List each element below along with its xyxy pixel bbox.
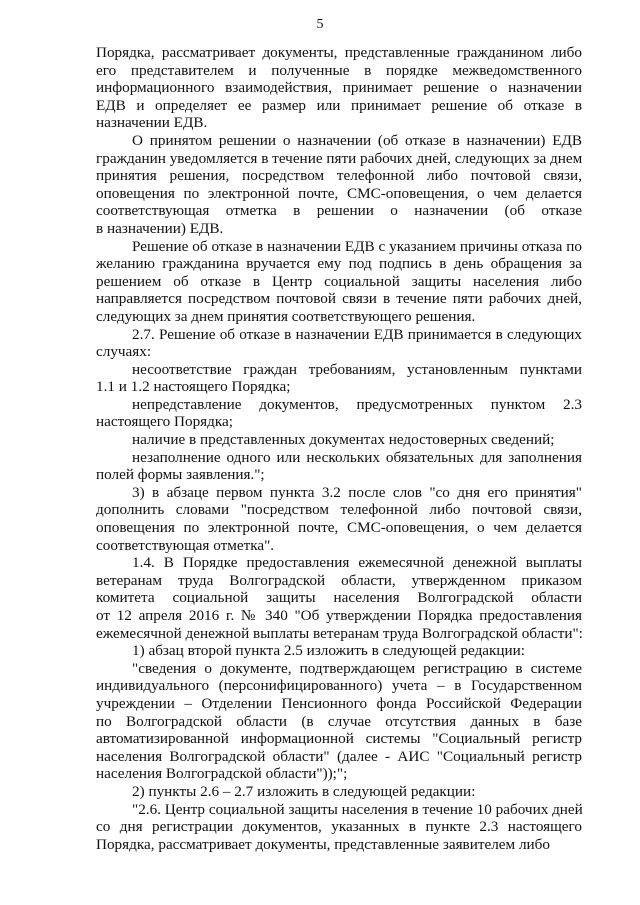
text-line: 2.7. Решение об отказе в назначении ЕДВ принимается в следующих bbox=[132, 325, 582, 343]
text-line: ветеранам труда Волгоградской области, утвержденном приказом bbox=[96, 571, 582, 589]
text-line: назначении ЕДВ. bbox=[96, 114, 208, 132]
paragraph bbox=[96, 361, 582, 396]
text-line: направляется посредством почтовой связи в течение пяти рабочих дней, bbox=[96, 290, 582, 308]
text-line: оповещения по электронной почте, СМС-оповещения, о чем делается bbox=[96, 184, 582, 202]
text-line: непредставление документов, предусмотренных пунктом 2.3 bbox=[132, 395, 582, 413]
text-line: настоящего Порядка; bbox=[96, 413, 233, 431]
text-line: от 12 апреля 2016 г. № 340 "Об утверждении Порядка предоставления bbox=[96, 607, 582, 624]
text-line: решением об отказе в Центр социальной защиты населения либо bbox=[96, 272, 582, 290]
text-line: оповещения по электронной почте, СМС-оповещения, о чем делается bbox=[96, 519, 582, 537]
paragraph bbox=[96, 326, 582, 361]
paragraph bbox=[96, 642, 582, 660]
paragraph bbox=[96, 484, 582, 554]
text-line: принятия решения, посредством телефонной либо почтовой связи, bbox=[96, 167, 582, 185]
paragraph bbox=[96, 554, 582, 642]
paragraph bbox=[96, 44, 582, 132]
text-line: дополнить словами "посредством телефонной либо почтовой связи, bbox=[96, 501, 582, 519]
paragraph bbox=[96, 783, 582, 801]
text-line: полей формы заявления."; bbox=[96, 466, 265, 484]
document-body bbox=[96, 44, 582, 853]
text-line: случаях: bbox=[96, 343, 152, 361]
text-line: Порядка, рассматривает документы, представленные гражданином либо bbox=[96, 44, 582, 61]
text-line: 1.4. В Порядке предоставления ежемесячной денежной выплаты bbox=[132, 554, 582, 572]
text-line: ЕДВ и определяет ее размер или принимает решение об отказе в bbox=[96, 96, 582, 114]
text-line: 1.1 и 1.2 настоящего Порядка; bbox=[96, 378, 291, 396]
text-line: по Волгоградской области (в случае отсутствия данных в базе bbox=[96, 712, 582, 730]
text-line: О принятом решении о назначении (об отказе в назначении) ЕДВ bbox=[132, 131, 582, 149]
text-line: со дня регистрации документов, указанных в пункте 2.3 настоящего bbox=[96, 818, 582, 836]
paragraph bbox=[96, 449, 582, 484]
text-line: Порядка, рассматривает документы, представленные заявителем либо bbox=[96, 835, 550, 853]
text-line: гражданин уведомляется в течение пяти рабочих дней, следующих за днем bbox=[96, 149, 583, 167]
paragraph bbox=[96, 431, 582, 449]
text-line: следующих за днем принятия соответствующего решения. bbox=[96, 307, 476, 325]
text-line: информационного взаимодействия, принимает решение о назначении bbox=[96, 79, 582, 97]
text-line: незаполнение одного или нескольких обязательных для заполнения bbox=[132, 448, 582, 466]
text-line: 3) в абзаце первом пункта 3.2 после слов "со дня его принятия" bbox=[132, 483, 582, 501]
text-line: ежемесячной денежной выплаты ветеранам труда Волгоградской области": bbox=[96, 624, 583, 642]
text-line: автоматизированной информационной системы "Социальный регистр bbox=[96, 730, 582, 748]
text-line: "2.6. Центр социальной защиты населения в течение 10 рабочих дней bbox=[132, 800, 583, 818]
paragraph bbox=[96, 396, 582, 431]
text-line: в назначении) ЕДВ. bbox=[96, 219, 224, 237]
text-line: "сведения о документе, подтверждающем регистрацию в системе bbox=[132, 659, 582, 677]
text-line: комитета социальной защиты населения Волгоградской области bbox=[96, 589, 582, 607]
text-line: 2) пункты 2.6 – 2.7 изложить в следующей редакции: bbox=[132, 782, 476, 800]
text-line: 1) абзац второй пункта 2.5 изложить в следующей редакции: bbox=[132, 642, 526, 660]
text-line: его представителем и полученные в порядке межведомственного bbox=[96, 61, 582, 79]
text-line: Решение об отказе в назначении ЕДВ с указанием причины отказа по bbox=[132, 237, 582, 255]
paragraph bbox=[96, 132, 582, 238]
paragraph bbox=[96, 238, 582, 326]
text-line: населения Волгоградской области"));"; bbox=[96, 765, 348, 783]
text-line: соответствующая отметка". bbox=[96, 536, 275, 554]
text-line: несоответствие граждан требованиям, установленным пунктами bbox=[132, 360, 582, 378]
text-line: учреждении – Отделении Пенсионного фонда Российской Федерации bbox=[96, 694, 582, 712]
text-line: соответствующая отметка в решении о назначении (об отказе bbox=[96, 202, 582, 220]
text-line: наличие в представленных документах недостоверных сведений; bbox=[132, 431, 555, 449]
text-line: желанию гражданина вручается ему под подпись в день обращения за bbox=[96, 255, 582, 273]
paragraph bbox=[96, 660, 582, 783]
paragraph bbox=[96, 801, 582, 854]
page-number: 5 bbox=[316, 17, 324, 32]
text-line: населения Волгоградской области" (далее - АИС "Социальный регистр bbox=[96, 747, 582, 765]
text-line: индивидуального (персонифицированного) учета – в Государственном bbox=[96, 677, 582, 695]
